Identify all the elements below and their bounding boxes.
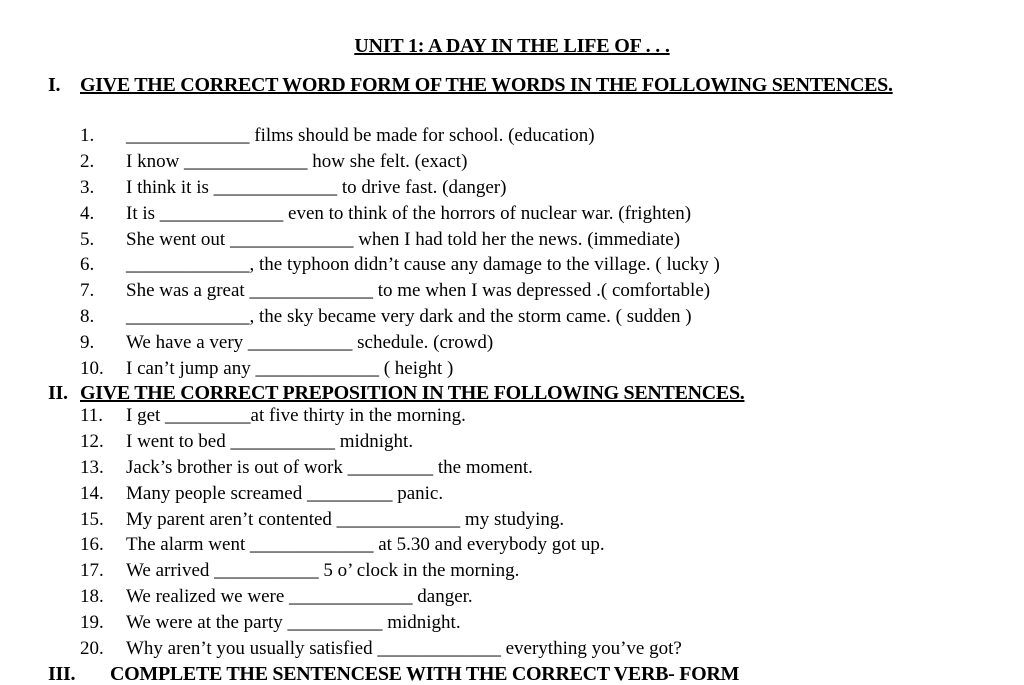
section-number: I.: [48, 74, 61, 96]
item-number: 16.: [80, 534, 104, 556]
exercise-2-list: [80, 403, 682, 662]
section-2-heading: [48, 382, 744, 404]
item-number: 5.: [80, 228, 95, 250]
exercise-item: [80, 356, 720, 382]
exercise-item: [80, 610, 682, 636]
exercise-item: [80, 584, 682, 610]
exercise-item: [80, 330, 720, 356]
exercise-item: [80, 149, 720, 175]
item-number: 7.: [80, 280, 95, 302]
item-text: _____________ films should be made for school. (education): [126, 125, 595, 146]
section-1-heading: [48, 74, 910, 96]
item-text: Why aren’t you usually satisfied _____________ everything you’ve got?: [126, 638, 682, 660]
item-text: We have a very ___________ schedule. (crowd): [126, 332, 494, 354]
exercise-item: [80, 252, 720, 278]
item-number: 15.: [80, 508, 104, 530]
exercise-item: [80, 278, 720, 304]
exercise-item: [80, 304, 720, 330]
item-text: I can’t jump any _____________ ( height ): [126, 358, 454, 380]
exercise-item: [80, 123, 720, 149]
item-text: She went out _____________ when I had told her the news. (immediate): [126, 228, 681, 250]
section-number: III.: [48, 663, 76, 685]
exercise-item: [80, 481, 682, 507]
item-number: 20.: [80, 638, 104, 660]
item-number: 19.: [80, 612, 104, 634]
page-title: UNIT 1: A DAY IN THE LIFE OF . . .: [354, 35, 670, 57]
section-title: COMPLETE THE SENTENCESE WITH THE CORRECT VERB- FORM: [110, 663, 740, 685]
item-number: 8.: [80, 306, 95, 328]
item-number: 9.: [80, 332, 95, 354]
item-text: I think it is _____________ to drive fast. (danger): [126, 176, 507, 198]
item-number: 11.: [80, 405, 104, 426]
exercise-item: [80, 455, 682, 481]
exercise-item: [80, 507, 682, 533]
item-text: Many people screamed _________ panic.: [126, 482, 444, 504]
item-number: 14.: [80, 482, 104, 504]
exercise-item: [80, 558, 682, 584]
exercise-item: [80, 532, 682, 558]
item-text: _____________, the sky became very dark and the storm came. ( sudden ): [126, 306, 692, 328]
item-text: My parent aren’t contented _____________ my studying.: [126, 508, 565, 530]
item-number: 18.: [80, 586, 104, 608]
item-text: I get _________at five thirty in the morning.: [126, 405, 466, 426]
item-text: She was a great _____________ to me when I was depressed .( comfortable): [126, 280, 711, 302]
exercise-item: [80, 403, 682, 429]
item-number: 17.: [80, 560, 104, 582]
item-text: _____________, the typhoon didn’t cause any damage to the village. ( lucky ): [126, 254, 720, 276]
item-number: 13.: [80, 456, 104, 478]
item-text: It is _____________ even to think of the horrors of nuclear war. (frighten): [126, 202, 692, 224]
item-number: 4.: [80, 202, 95, 224]
exercise-item: [80, 227, 720, 253]
exercise-item: [80, 201, 720, 227]
exercise-item: [80, 636, 682, 662]
item-number: 1.: [80, 125, 95, 146]
exercise-item: [80, 175, 720, 201]
item-number: 6.: [80, 254, 95, 276]
item-text: I went to bed ___________ midnight.: [126, 430, 414, 452]
item-text: We were at the party __________ midnight.: [126, 612, 461, 634]
item-text: We arrived ___________ 5 o’ clock in the morning.: [126, 560, 520, 582]
exercise-1-list: [80, 123, 720, 382]
item-text: Jack’s brother is out of work _________ the moment.: [126, 456, 533, 478]
item-number: 2.: [80, 150, 95, 172]
section-title: GIVE THE CORRECT PREPOSITION IN THE FOLLOWING SENTENCES.: [80, 382, 745, 404]
item-number: 10.: [80, 358, 104, 380]
item-number: 3.: [80, 176, 95, 198]
item-text: The alarm went _____________ at 5.30 and everybody got up.: [126, 534, 605, 556]
section-title: GIVE THE CORRECT WORD FORM OF THE WORDS IN THE FOLLOWING SENTENCES.: [80, 74, 893, 96]
item-text: I know _____________ how she felt. (exact): [126, 150, 468, 172]
item-text: We realized we were _____________ danger.: [126, 586, 473, 608]
section-number: II.: [48, 382, 68, 404]
item-number: 12.: [80, 430, 104, 452]
exercise-item: [80, 429, 682, 455]
section-3-heading: [48, 663, 739, 685]
